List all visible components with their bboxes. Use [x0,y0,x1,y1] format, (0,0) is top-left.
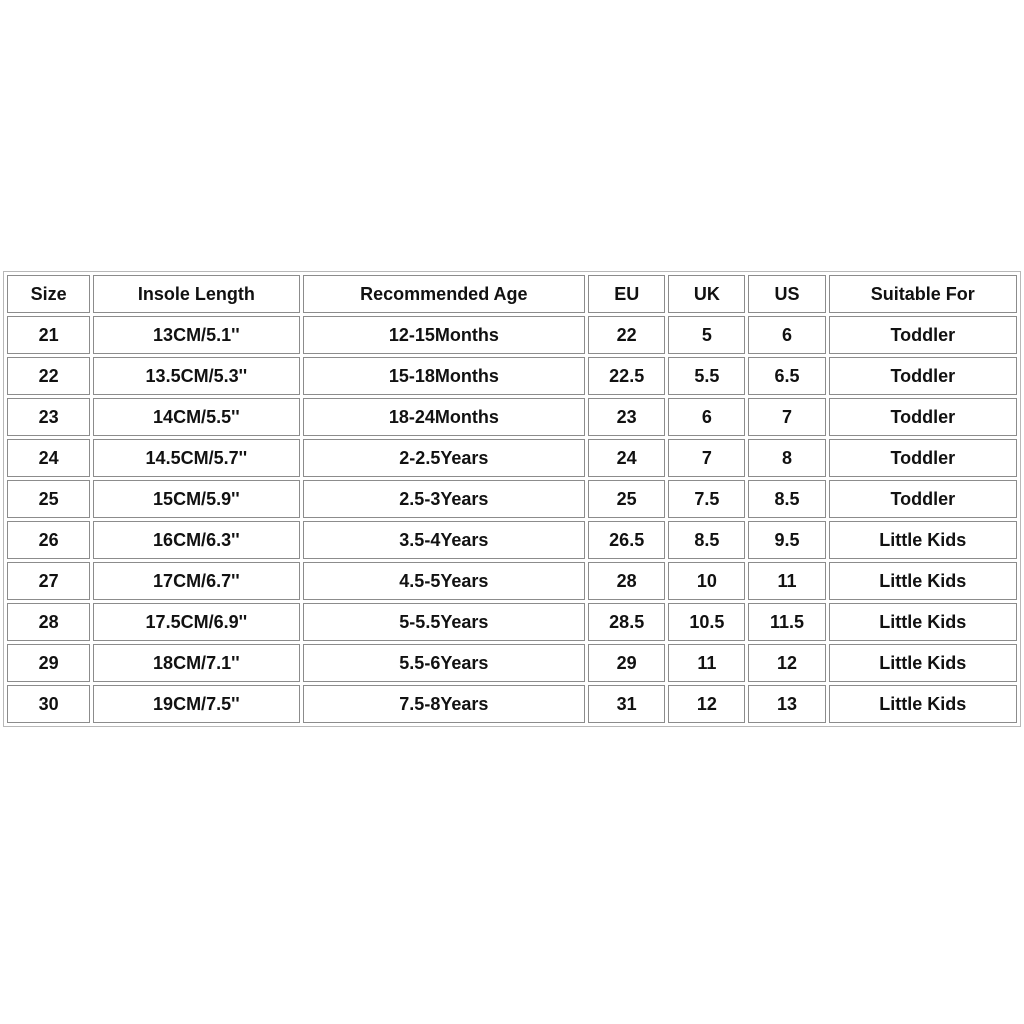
cell-recommended-age: 18-24Months [303,398,586,436]
table-row [7,480,1017,518]
cell-size: 24 [7,439,90,477]
cell-suitable-for: Little Kids [829,644,1017,682]
cell-size: 25 [7,480,90,518]
size-chart-table [3,271,1021,727]
cell-recommended-age: 4.5-5Years [303,562,586,600]
cell-eu: 22.5 [588,357,665,395]
cell-size: 28 [7,603,90,641]
cell-uk: 10.5 [668,603,745,641]
cell-uk: 5 [668,316,745,354]
cell-uk: 7.5 [668,480,745,518]
cell-size: 22 [7,357,90,395]
header-suitable-for: Suitable For [829,275,1017,313]
header-recommended-age: Recommended Age [303,275,586,313]
cell-recommended-age: 3.5-4Years [303,521,586,559]
cell-eu: 31 [588,685,665,723]
cell-insole-length: 17.5CM/6.9'' [93,603,299,641]
cell-size: 29 [7,644,90,682]
table-row [7,562,1017,600]
cell-suitable-for: Little Kids [829,685,1017,723]
cell-insole-length: 18CM/7.1'' [93,644,299,682]
cell-us: 11.5 [748,603,825,641]
cell-us: 7 [748,398,825,436]
table-row [7,439,1017,477]
cell-size: 23 [7,398,90,436]
cell-us: 11 [748,562,825,600]
header-size: Size [7,275,90,313]
cell-insole-length: 13CM/5.1'' [93,316,299,354]
cell-suitable-for: Toddler [829,480,1017,518]
cell-insole-length: 19CM/7.5'' [93,685,299,723]
cell-eu: 29 [588,644,665,682]
header-us: US [748,275,825,313]
cell-recommended-age: 12-15Months [303,316,586,354]
cell-recommended-age: 15-18Months [303,357,586,395]
cell-uk: 5.5 [668,357,745,395]
cell-us: 9.5 [748,521,825,559]
cell-insole-length: 15CM/5.9'' [93,480,299,518]
cell-eu: 28 [588,562,665,600]
cell-eu: 22 [588,316,665,354]
cell-eu: 26.5 [588,521,665,559]
cell-eu: 25 [588,480,665,518]
cell-insole-length: 14CM/5.5'' [93,398,299,436]
cell-eu: 24 [588,439,665,477]
cell-us: 8.5 [748,480,825,518]
cell-size: 21 [7,316,90,354]
cell-us: 6 [748,316,825,354]
cell-suitable-for: Toddler [829,398,1017,436]
cell-us: 8 [748,439,825,477]
cell-recommended-age: 2-2.5Years [303,439,586,477]
cell-uk: 12 [668,685,745,723]
table-row [7,603,1017,641]
cell-us: 13 [748,685,825,723]
cell-suitable-for: Toddler [829,316,1017,354]
table-row [7,521,1017,559]
header-eu: EU [588,275,665,313]
header-uk: UK [668,275,745,313]
cell-uk: 7 [668,439,745,477]
cell-suitable-for: Little Kids [829,521,1017,559]
cell-suitable-for: Little Kids [829,562,1017,600]
cell-eu: 23 [588,398,665,436]
table-row [7,316,1017,354]
cell-us: 12 [748,644,825,682]
cell-recommended-age: 7.5-8Years [303,685,586,723]
cell-insole-length: 14.5CM/5.7'' [93,439,299,477]
cell-size: 26 [7,521,90,559]
cell-size: 27 [7,562,90,600]
cell-uk: 6 [668,398,745,436]
header-insole-length: Insole Length [93,275,299,313]
cell-suitable-for: Toddler [829,439,1017,477]
table-header-row [7,275,1017,313]
cell-recommended-age: 5.5-6Years [303,644,586,682]
cell-suitable-for: Toddler [829,357,1017,395]
cell-insole-length: 13.5CM/5.3'' [93,357,299,395]
table-row [7,644,1017,682]
table-row [7,685,1017,723]
cell-uk: 11 [668,644,745,682]
cell-recommended-age: 2.5-3Years [303,480,586,518]
cell-size: 30 [7,685,90,723]
cell-eu: 28.5 [588,603,665,641]
cell-suitable-for: Little Kids [829,603,1017,641]
cell-recommended-age: 5-5.5Years [303,603,586,641]
cell-insole-length: 16CM/6.3'' [93,521,299,559]
cell-insole-length: 17CM/6.7'' [93,562,299,600]
cell-uk: 10 [668,562,745,600]
table-row [7,398,1017,436]
cell-uk: 8.5 [668,521,745,559]
cell-us: 6.5 [748,357,825,395]
table-row [7,357,1017,395]
